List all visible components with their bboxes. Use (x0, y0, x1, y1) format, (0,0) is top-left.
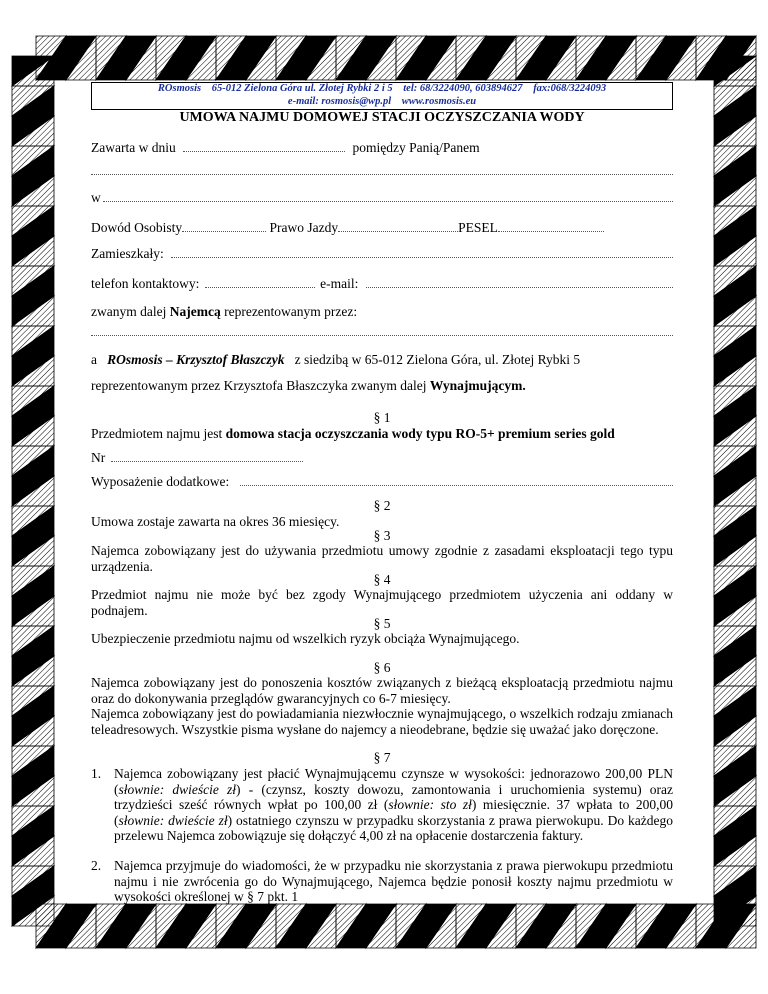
wynajmujacy-word: Wynajmującym. (429, 378, 526, 393)
contact-row (91, 276, 358, 292)
section-7-sign: § 7 (373, 750, 391, 765)
company-name: ROsmosis (157, 83, 202, 94)
equipment-row (91, 474, 229, 490)
section-5-text: Ubezpieczenie przedmiotu najmu od wszelkich ryzyk obciąża Wynajmującego. (91, 631, 520, 646)
address-field[interactable] (171, 256, 673, 258)
section-7-item-2 (91, 858, 673, 905)
section-2-sign: § 2 (373, 498, 391, 513)
email-field[interactable] (366, 286, 673, 288)
prawo-field[interactable] (338, 220, 458, 232)
company-fax: fax:068/3224093 (533, 83, 607, 94)
nr-field[interactable] (111, 450, 303, 462)
party-a: a (91, 352, 97, 367)
w-row (91, 190, 101, 206)
dowod-label: Dowód Osobisty (91, 220, 183, 235)
subject-row (91, 426, 615, 442)
company-www: www.rosmosis.eu (401, 95, 477, 107)
contract-date-row (91, 140, 480, 156)
item-1-part-c: ) - (czynsz, koszty dowozu, zamontowania i uruchomienia systemu) oraz trzydzieści sześć równych wpłat po 100,00 zł ( (114, 781, 673, 812)
section-4-sign: § 4 (373, 572, 391, 587)
id-row (91, 220, 604, 236)
subject-pre: Przedmiotem najmu jest (91, 426, 226, 441)
telefon-field[interactable] (205, 276, 315, 288)
section-7-item-1 (91, 766, 673, 844)
section-4-text: Przedmiot najmu nie może być bez zgody Wynajmującego przedmiotem użyczenia ani oddany w podnajem. (91, 587, 673, 618)
zamieszkaly-label: Zamieszkały: (91, 246, 164, 261)
pesel-label: PESEL (458, 220, 498, 235)
item-1-part-g: ) ostatniego czynszu w przypadku skorzystania z prawa pierwokupu. Do każdego przelewu Najemca zobowiązuje się dołączyć 4,00 zł na opłacenie dostarczenia faktury. (114, 812, 673, 843)
item-2-number: 2. (91, 858, 102, 873)
email-label: e-mail: (320, 276, 359, 291)
nr-label: Nr (91, 450, 106, 465)
section-1-sign: § 1 (373, 410, 391, 425)
nr-row (91, 450, 303, 466)
company-email: e-mail: rosmosis@wp.pl (287, 95, 392, 107)
dowod-field[interactable] (182, 220, 266, 232)
pesel-field[interactable] (498, 220, 604, 232)
party-seat: z siedzibą w 65-012 Zielona Góra, ul. Złotej Rybki 5 (294, 352, 581, 367)
telefon-label: telefon kontaktowy: (91, 276, 200, 291)
item-2-body: Najemca przyjmuje do wiadomości, że w przypadku nie skorzystania z prawa pierwokupu przedmiotu najmu i nie zwrócenia go do Wynajmującego, Najemca będzie ponosił koszty najmu przedmiotu w wysokości określonej w § 7 pkt. 1 (114, 858, 673, 904)
address-row (91, 246, 164, 262)
item-1-part-e: ) miesięcznie. 37 wpłata to 200,00 ( (114, 797, 673, 828)
w-label: w (91, 190, 101, 205)
section-5-sign: § 5 (373, 616, 391, 631)
company-address: 65-012 Zielona Góra ul. Złotej Rybki 2 i 5 (211, 83, 393, 94)
item-1-number: 1. (91, 766, 102, 781)
zawarta-label: Zawarta w dniu (91, 140, 176, 155)
section-2-text: Umowa zostaje zawarta na okres 36 miesięcy. (91, 514, 340, 529)
najemca-word: Najemcą (169, 304, 221, 319)
item-1-part-d: słownie: sto zł (388, 797, 472, 812)
party-repr-row (91, 378, 526, 394)
section-6-para-2: Najemca zobowiązany jest do powiadamiania niezwłocznie wynajmującego, o wszelkich rodzaju zmianach teleadresowych. Wszystkie pisma wysłane do najemcy a nieodebrane, będzie się uważać jako doręczone. (91, 706, 673, 737)
zwanym-pre: zwanym dalej (91, 304, 170, 319)
item-1-part-a: Najemca zobowiązany jest płacić Wynajmującemu czynsze w wysokości: jednorazowo 200,00 PLN ( (114, 766, 673, 797)
section-3-text: Najemca zobowiązany jest do używania przedmiotu umowy zgodnie z zasadami eksploatacji tego typu urządzenia. (91, 543, 673, 574)
party-row (91, 352, 580, 368)
w-field[interactable] (103, 200, 673, 202)
najemca-row (91, 304, 357, 320)
pomiedzy-label: pomiędzy Panią/Panem (352, 140, 480, 155)
subject-name: domowa stacja oczyszczania wody typu RO-5+ premium series gold (225, 426, 615, 441)
party-name: ROsmosis – Krzysztof Błaszczyk (107, 352, 285, 367)
section-6-sign: § 6 (373, 660, 391, 675)
document-title: UMOWA NAJMU DOMOWEJ STACJI OCZYSZCZANIA WODY (179, 110, 585, 125)
section-3-sign: § 3 (373, 528, 391, 543)
company-tel: tel: 68/3224090, 603894627 (403, 83, 523, 94)
item-1-part-f: słownie: dwieście zł (118, 812, 228, 828)
representative-field[interactable] (91, 334, 673, 336)
name-field[interactable] (91, 173, 673, 175)
section-6-para-1: Najemca zobowiązany jest do ponoszenia kosztów związanych z bieżącą eksploatacją przedmiotu najmu oraz do dokonywania przeglądów gwarancyjnych co 6-7 miesięcy. (91, 675, 673, 706)
zwanym-post: reprezentowanym przez: (220, 304, 358, 319)
company-header (91, 82, 673, 110)
equipment-field[interactable] (240, 484, 673, 486)
item-1-part-b: słownie: dwieście zł (118, 781, 237, 797)
date-field[interactable] (183, 140, 345, 152)
repr-pre: reprezentowanym przez Krzysztofa Błaszczyka zwanym dalej (91, 378, 430, 393)
prawo-label: Prawo Jazdy (269, 220, 339, 235)
wyposazenie-label: Wyposażenie dodatkowe: (91, 474, 230, 489)
